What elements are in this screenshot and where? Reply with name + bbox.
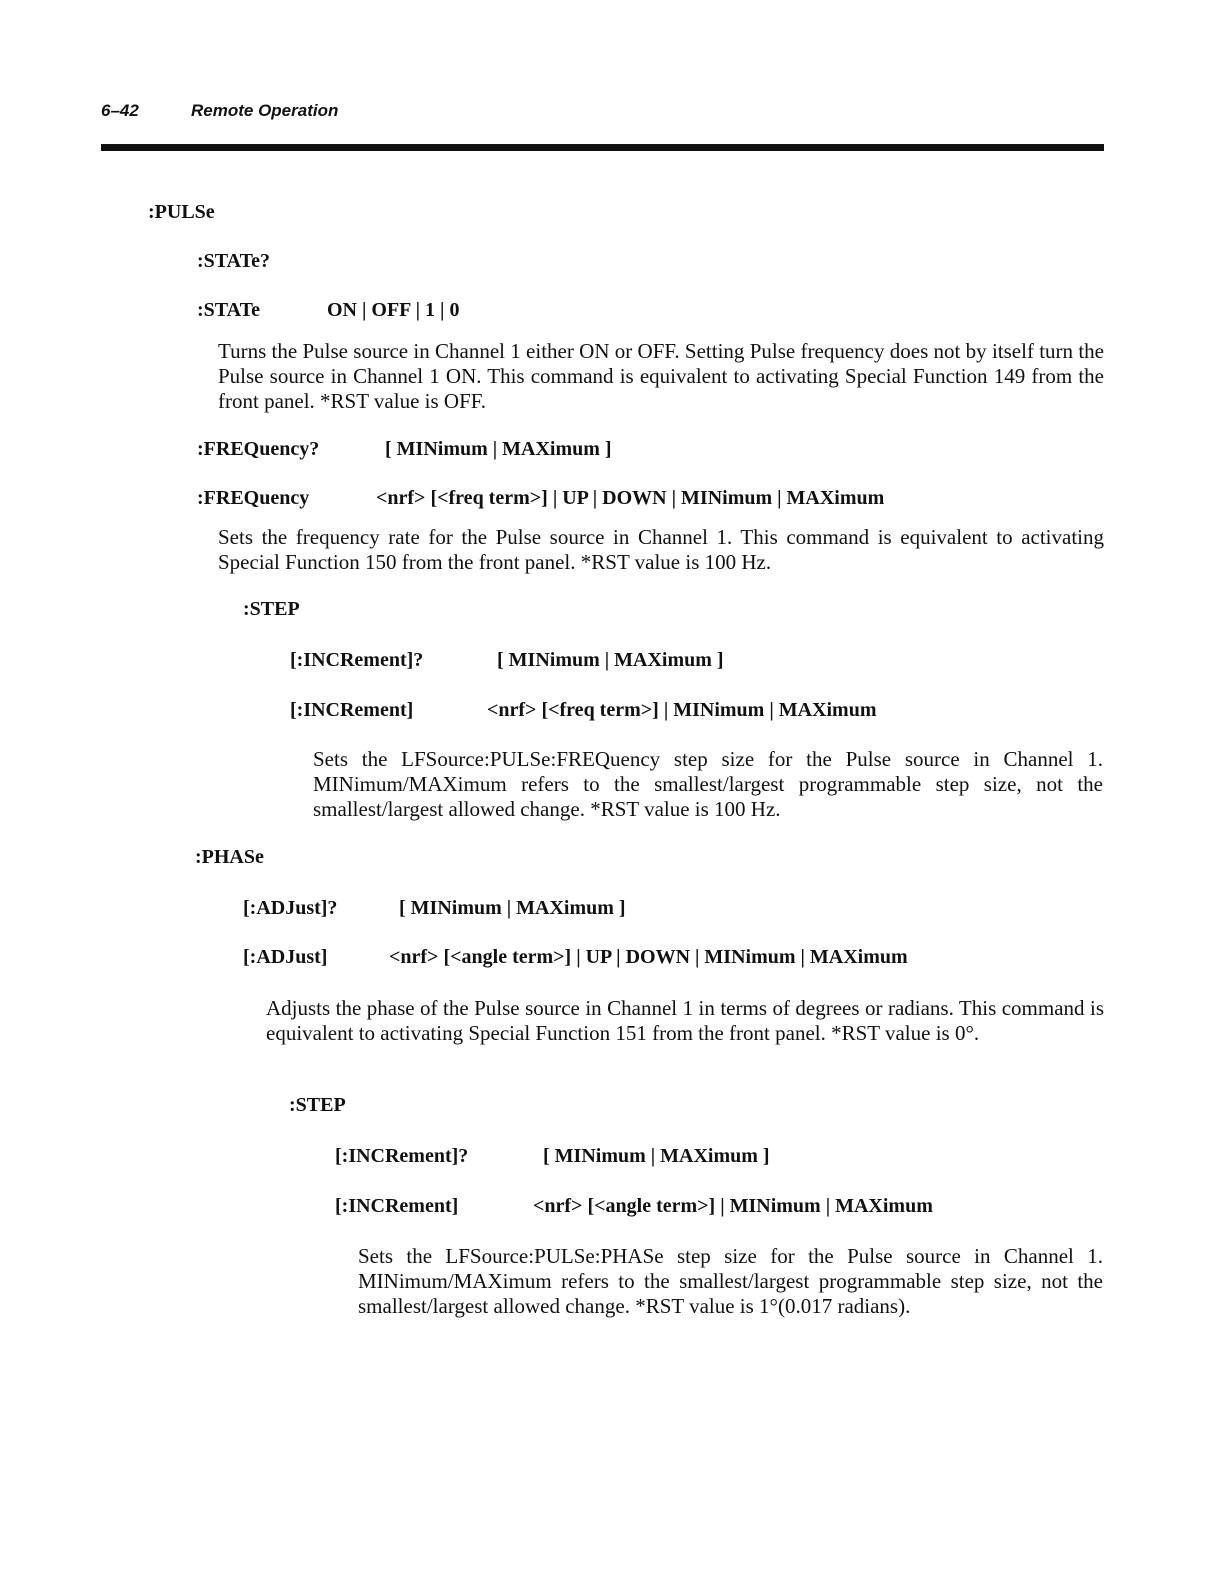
freq-step-heading: :STEP [243,598,300,620]
freq-inc-query-params: [ MINimum | MAXimum ] [497,649,724,671]
state-set-params: ON | OFF | 1 | 0 [327,299,460,321]
phase-adj-set-cmd: [:ADJust] [243,946,328,968]
freq-set-cmd: :FREQuency [197,487,310,509]
state-set-cmd: :STATe [197,299,260,321]
freq-query-cmd: :FREQuency? [197,438,320,460]
phase-adj-query-params: [ MINimum | MAXimum ] [399,897,626,919]
phase-adj-query-cmd: [:ADJust]? [243,897,338,919]
state-query-cmd: :STATe? [197,250,270,272]
phase-step-heading: :STEP [289,1094,346,1116]
phase-inc-query-cmd: [:INCRement]? [335,1145,469,1167]
freq-inc-set-params: <nrf> [<freq term>] | MINimum | MAXimum [487,699,877,721]
phase-inc-set-params: <nrf> [<angle term>] | MINimum | MAXimum [533,1195,933,1217]
freq-step-description: Sets the LFSource:PULSe:FREQuency step size for the Pulse source in Channel 1. MINimum/MAXimum refers to the smallest/largest programmable step size, not the smallest/largest allowed change. *RST value is 100 Hz. [313,747,1103,821]
phase-inc-query-params: [ MINimum | MAXimum ] [543,1145,770,1167]
page-number: 6–42 [101,101,139,120]
phase-adj-set-params: <nrf> [<angle term>] | UP | DOWN | MINimum | MAXimum [389,946,908,968]
phase-step-description: Sets the LFSource:PULSe:PHASe step size for the Pulse source in Channel 1. MINimum/MAXimum refers to the smallest/largest programmable step size, not the smallest/largest allowed change. *RST value is 1°(0.017 radians). [358,1244,1103,1318]
freq-inc-query-cmd: [:INCRement]? [290,649,424,671]
freq-inc-set-cmd: [:INCRement] [290,699,414,721]
phase-inc-set-cmd: [:INCRement] [335,1195,459,1217]
freq-query-params: [ MINimum | MAXimum ] [385,438,612,460]
state-description: Turns the Pulse source in Channel 1 either ON or OFF. Setting Pulse frequency does not by itself turn the Pulse source in Channel 1 ON. This command is equivalent to activating Special Function 149 from the front panel. *RST value is OFF. [218,339,1104,413]
freq-set-params: <nrf> [<freq term>] | UP | DOWN | MINimum | MAXimum [376,487,885,509]
freq-description: Sets the frequency rate for the Pulse source in Channel 1. This command is equivalent to activating Special Function 150 from the front panel. *RST value is 100 Hz. [218,525,1104,574]
section-title: Remote Operation [191,101,339,120]
phase-description: Adjusts the phase of the Pulse source in Channel 1 in terms of degrees or radians. This command is equivalent to activating Special Function 151 from the front panel. *RST value is 0°. [266,996,1104,1045]
pulse-heading: :PULSe [148,201,215,223]
header-rule [101,144,1104,151]
phase-heading: :PHASe [195,846,264,868]
